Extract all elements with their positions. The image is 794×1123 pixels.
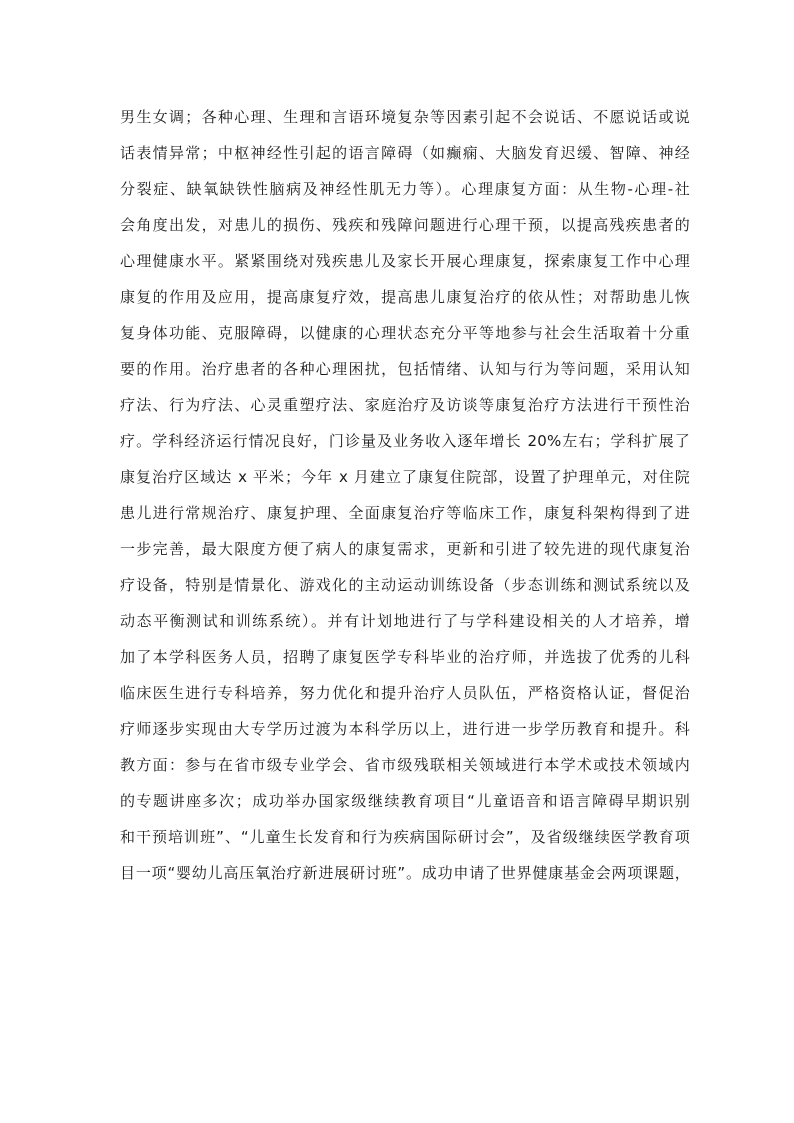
text-line: 会角度出发，对患儿的损伤、残疾和残障问题进行心理干预，以提高残疾患者的 (120, 216, 690, 234)
text-line: 加了本学科医务人员，招聘了康复医学专科毕业的治疗师，并选拔了优秀的儿科 (120, 648, 690, 666)
text-line: 康复的作用及应用，提高康复疗效，提高患儿康复治疗的依从性；对帮助患儿恢 (120, 288, 690, 306)
text-line: 教方面：参与在省市级专业学会、省市级残联相关领域进行本学术或技术领域内 (120, 756, 690, 774)
text-line: 的专题讲座多次；成功举办国家级继续教育项目“儿童语音和语言障碍早期识别 (120, 792, 690, 810)
text-line: 康复治疗区域达 x 平米；今年 x 月建立了康复住院部，设置了护理单元，对住院 (120, 468, 690, 486)
text-line: 临床医生进行专科培养，努力优化和提升治疗人员队伍，严格资格认证，督促治 (120, 684, 690, 702)
text-line: 疗。学科经济运行情况良好，门诊量及业务收入逐年增长 20%左右；学科扩展了 (120, 432, 690, 450)
text-line: 心理健康水平。紧紧围绕对残疾患儿及家长开展心理康复，探索康复工作中心理 (120, 252, 690, 270)
text-line: 疗设备，特别是情景化、游戏化的主动运动训练设备（步态训练和测试系统以及 (120, 576, 690, 594)
text-line: 目一项“婴幼儿高压氧治疗新进展研讨班”。成功申请了世界健康基金会两项课题， (120, 864, 690, 882)
text-line: 疗师逐步实现由大专学历过渡为本科学历以上，进行进一步学历教育和提升。科 (120, 720, 690, 738)
text-line: 患儿进行常规治疗、康复护理、全面康复治疗等临床工作，康复科架构得到了进 (120, 504, 690, 522)
text-line: 一步完善，最大限度方便了病人的康复需求，更新和引进了较先进的现代康复治 (120, 540, 690, 558)
text-line: 和干预培训班”、“儿童生长发育和行为疾病国际研讨会”，及省级继续医学教育项 (120, 828, 690, 846)
body-paragraph (120, 99, 690, 891)
text-line: 分裂症、缺氧缺铁性脑病及神经性肌无力等）。心理康复方面：从生物-心理-社 (120, 180, 690, 198)
text-line: 动态平衡测试和训练系统）。并有计划地进行了与学科建设相关的人才培养，增 (120, 612, 690, 630)
text-line: 要的作用。治疗患者的各种心理困扰，包括情绪、认知与行为等问题，采用认知 (120, 360, 690, 378)
text-line: 复身体功能、克服障碍，以健康的心理状态充分平等地参与社会生活取着十分重 (120, 324, 690, 342)
text-line: 男生女调；各种心理、生理和言语环境复杂等因素引起不会说话、不愿说话或说 (120, 108, 690, 126)
text-line: 疗法、行为疗法、心灵重塑疗法、家庭治疗及访谈等康复治疗方法进行干预性治 (120, 396, 690, 414)
text-line: 话表情异常；中枢神经性引起的语言障碍（如癫痫、大脑发育迟缓、智障、神经 (120, 144, 690, 162)
